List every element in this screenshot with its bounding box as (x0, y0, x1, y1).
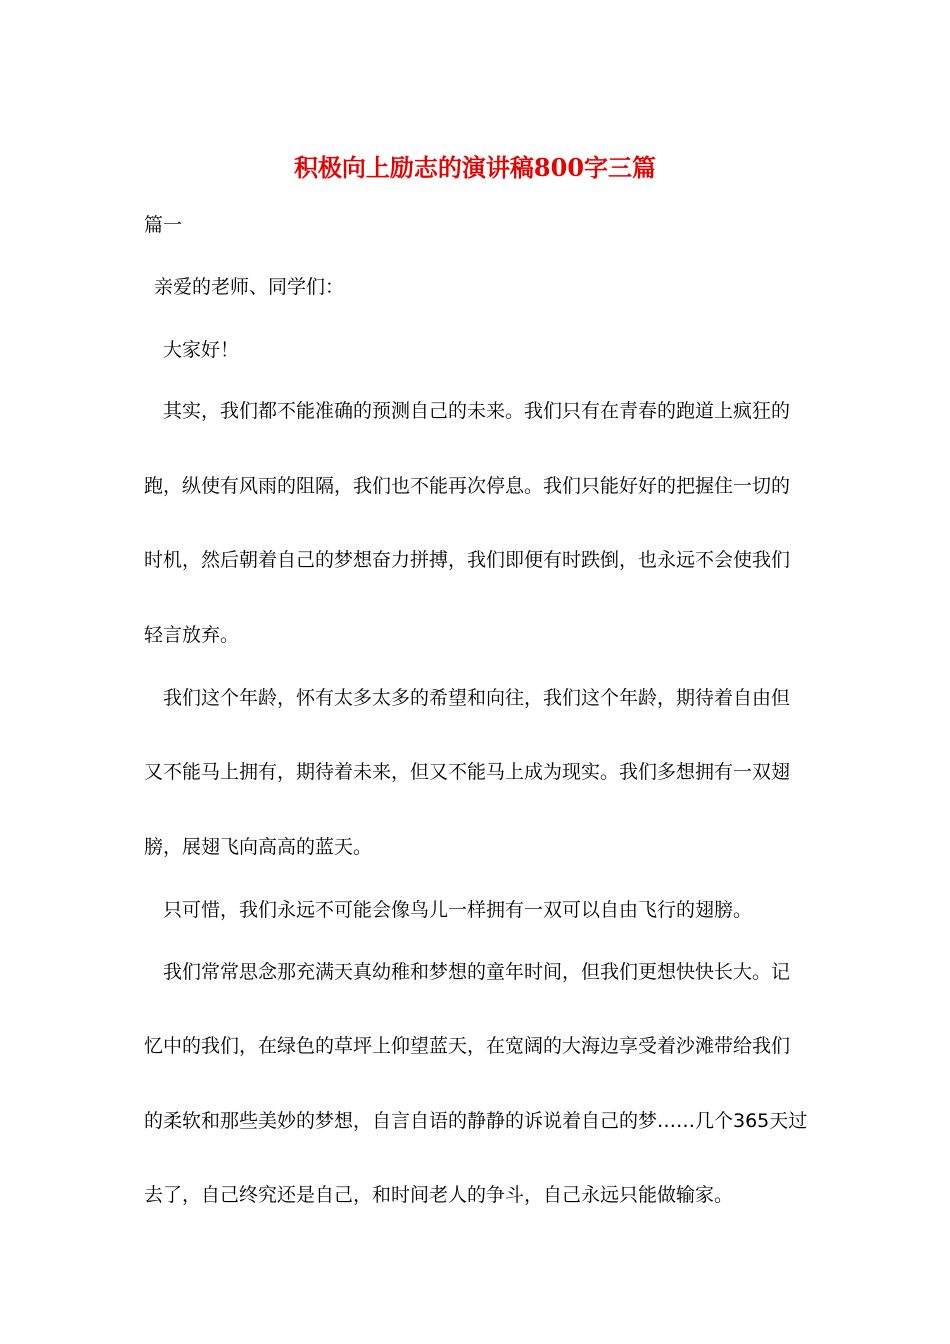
paragraph-line-9: 我们常常思念那充满天真幼稚和梦想的童年时间，但我们更想快快长大。记 (163, 961, 791, 983)
paragraph-line-6: 又不能马上拥有，期待着未来，但又不能马上成为现实。我们多想拥有一双翅 (144, 761, 791, 783)
salutation-line: 亲爱的老师、同学们： (154, 276, 345, 298)
paragraph-line-12: 去了，自己终究还是自己，和时间老人的争斗，自己永远只能做输家。 (144, 1184, 734, 1206)
paragraph-line-8: 只可惜，我们永远不可能会像鸟儿一样拥有一双可以自由飞行的翅膀。 (163, 899, 753, 921)
paragraph-line-5: 我们这个年龄，怀有太多太多的希望和向往，我们这个年龄，期待着自由但 (163, 687, 791, 709)
paragraph-line-11: 的柔软和那些美妙的梦想，自言自语的静静的诉说着自己的梦……几个365天过 (144, 1110, 808, 1132)
paragraph-line-3: 时机，然后朝着自己的梦想奋力拼搏，我们即便有时跌倒，也永远不会使我们 (144, 549, 791, 571)
document-title: 积极向上励志的演讲稿800字三篇 (293, 153, 657, 182)
greeting-line: 大家好！ (163, 339, 240, 361)
paragraph-line-1: 其实，我们都不能准确的预测自己的未来。我们只有在青春的跑道上疯狂的 (163, 400, 791, 422)
paragraph-line-4: 轻言放弃。 (144, 624, 240, 646)
paragraph-line-7: 膀，展翅飞向高高的蓝天。 (144, 836, 373, 858)
paragraph-line-10: 忆中的我们，在绿色的草坪上仰望蓝天，在宽阔的大海边享受着沙滩带给我们 (144, 1035, 791, 1057)
section-heading: 篇一 (144, 214, 183, 236)
paragraph-line-2: 跑，纵使有风雨的阻隔，我们也不能再次停息。我们只能好好的把握住一切的 (144, 475, 791, 497)
